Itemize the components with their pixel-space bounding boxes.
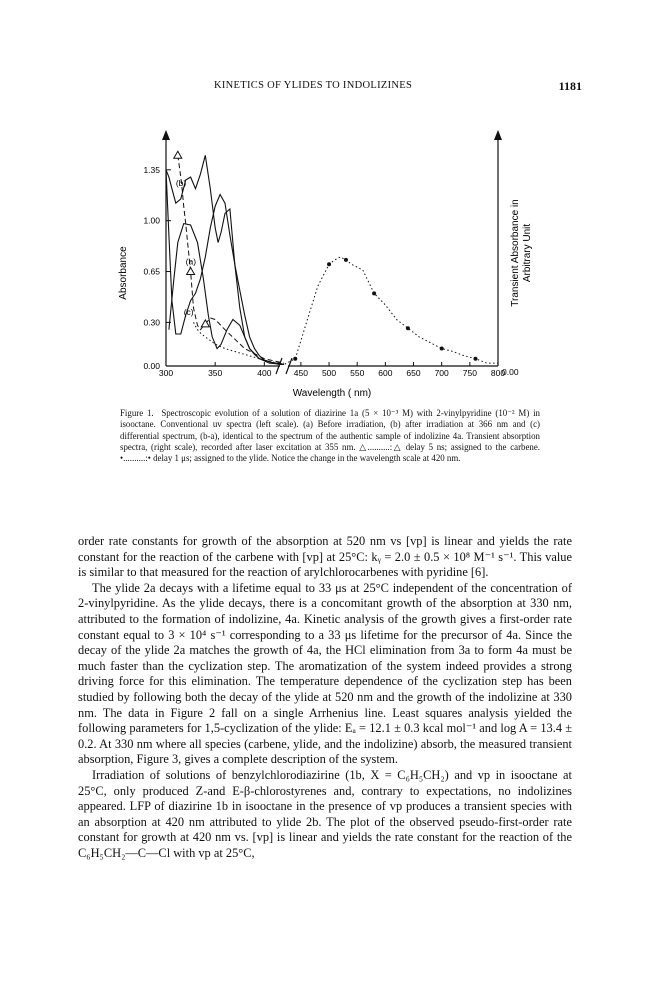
y-axis-title-right-line2: Arbitrary Unit: [522, 223, 533, 283]
chart-series: [166, 155, 498, 364]
series-line-4: [194, 257, 499, 365]
x-tick-label: 700: [434, 368, 449, 378]
series-line-2: [169, 224, 284, 365]
data-point: [406, 326, 410, 330]
data-point-triangle: [174, 151, 182, 158]
x-tick-label: 800: [490, 368, 506, 378]
y-tick-label-left: 0.00: [143, 361, 160, 371]
caption-label: Figure 1.: [120, 408, 154, 418]
data-point: [344, 258, 348, 262]
page-number: 1181: [558, 79, 582, 93]
right-axis-arrow: [494, 130, 502, 140]
curve-label: (c): [183, 307, 194, 318]
paragraph: order rate constants for growth of the absorption at 520 nm vs [vp] is linear and yields the rate constant for the reaction of the carbene with [vp] at 25°C: kᵧ = 2.0 ± 0.5 × 10⁸ M⁻¹ s⁻¹. This value is similar to that measured for the reaction of arylchlorocarbenes with pyridine [6].: [78, 534, 572, 580]
data-point-triangle: [187, 268, 195, 275]
y-tick-label-left: 0.65: [143, 266, 160, 277]
data-point: [440, 347, 444, 351]
paragraph: Irradiation of solutions of benzylchlorodiazirine (1b, X = C₆H₅CH₂) and vp in isooctane at 25°C, only produced Z-and E-β-chlorostyrenes and, contrary to expectations, no indolizines appeared. LFP of diazirine 1b in isooctane in the presence of vp produces a transient species with an absorption at 420 nm attributed to ylide 2b. The plot of the observed pseudo-first-order rate constant for growth at 420 nm vs. [vp] is linear and yields the rate constant for the reaction of the C₆H₅CH₂—C—Cl with vp at 25°C,: [78, 767, 572, 860]
y-tick-label-left: 0.30: [143, 317, 160, 328]
curve-label: (b): [175, 177, 187, 188]
data-point: [372, 291, 376, 295]
x-tick-label: 750: [462, 368, 477, 378]
x-tick-label: 300: [158, 368, 174, 378]
figure-1-chart: [0, 120, 648, 405]
data-point: [293, 357, 297, 361]
x-tick-label: 450: [293, 368, 308, 378]
y-tick-label-left: 1.00: [143, 215, 160, 226]
x-tick-label: 650: [406, 368, 421, 378]
chart-ticks: [143, 165, 518, 378]
figure-caption: [120, 408, 540, 464]
y-axis-title-left: Absorbance: [118, 246, 129, 300]
caption-text: Spectroscopic evolution of a solution of diazirine 1a (5 × 10⁻³ M) with 2-vinylpyridine (10⁻² M) in isooctane. Conventional uv spectra (left scale). (a) Before irradiation, (b) after irradiation at 366 nm and (c) differential spectrum, (b-a), identical to the spectrum of the authentic sample of indolizine 4a. Transient absorption spectra, (right scale), recorded after laser excitation at 355 nm. △..........:△ delay 5 ns; assigned to the carbene. •..........:• delay 1 μs; assigned to the ylide. Notice the change in the wavelength scale at 420 nm.: [120, 408, 540, 464]
x-tick-label: 350: [208, 368, 223, 378]
page-header: [0, 80, 648, 100]
x-tick-label: 500: [321, 368, 337, 378]
x-tick-label: 600: [378, 368, 393, 378]
x-axis-title: Wavelength ( nm): [292, 388, 372, 399]
left-axis-arrow: [162, 130, 170, 140]
x-tick-label: 550: [350, 368, 365, 378]
axis-break: [276, 358, 292, 374]
y-tick-label-left: 1.35: [143, 164, 160, 175]
chart-markers: [174, 151, 478, 360]
body-text: [78, 534, 572, 861]
running-head: KINETICS OF YLIDES TO INDOLIZINES: [214, 80, 413, 91]
data-point: [473, 357, 477, 361]
y-tick-label-right: 0.00: [502, 367, 519, 377]
data-point: [327, 262, 331, 266]
y-axis-title-right: Transient Absorbance in: [510, 199, 521, 307]
paragraph: The ylide 2a decays with a lifetime equal to 33 μs at 25°C independent of the concentration of 2-vinylpyridine. As the ylide decays, there is a concomitant growth of the absorption at 330 nm, attributed to the formation of indolizine, 4a. Kinetic analysis of the growth gives a first-order rate constant equal to 3 × 10⁴ s⁻¹ corresponding to a 33 μs lifetime for the precursor of 4a. Since the decay of the ylide 2a matches the growth of 4a, the HCl elimination from 3a to form 4a must be much faster than the cyclization step. The aromatization of the system indeed provides a strong driving force for this elimination. The temperature dependence of the cyclization step has been studied by following both the decay of the ylide at 520 nm and the growth of the indolizine at 330 nm. The data in Figure 2 fall on a single Arrhenius line. Least squares analysis yielded the following parameters for 1,5-cyclization of the ylide: Eₐ = 12.1 ± 0.3 kcal mol⁻¹ and log A = 13.4 ± 0.2. At 330 nm where all species (carbene, ylide, and the indolizine) absorb, the measured transient absorption, Figure 3, gives a complete description of the system.: [78, 580, 572, 767]
curve-label: (a): [185, 256, 197, 267]
x-tick-label: 400: [257, 368, 272, 378]
